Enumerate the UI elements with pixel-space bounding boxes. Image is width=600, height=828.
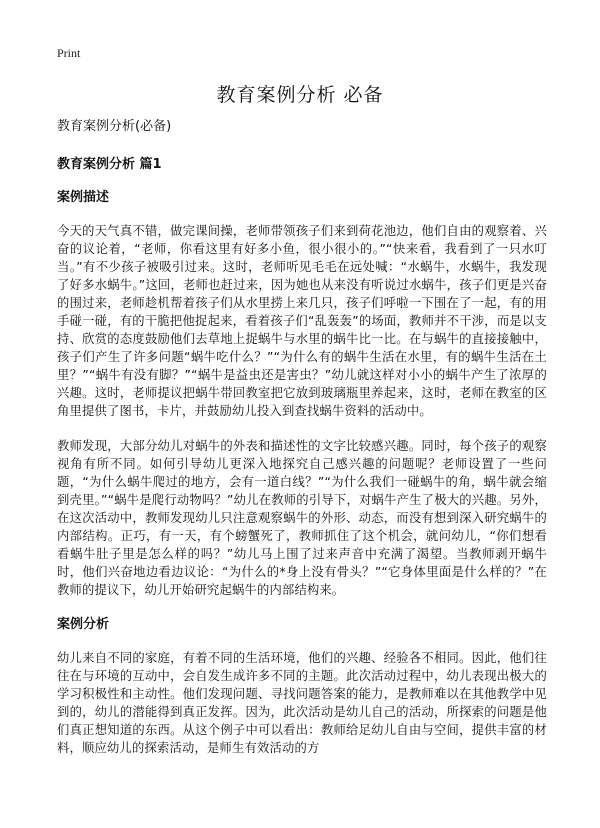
page-title: 教育案例分析 必备 bbox=[216, 84, 384, 106]
section-heading-description: 案例描述 bbox=[57, 190, 110, 205]
document-body bbox=[57, 118, 547, 774]
paragraph: 幼儿来自不同的家庭，有着不同的生活环境，他们的兴趣、经验各不相同。因此，他们往往在与环境的互动中，会自发生成许多不同的主题。此次活动过程中，幼儿表现出极大的学习积极性和主动性。他们发现问题、寻找问题答案的能力，是教师难以在其他教学中见到的，幼儿的潜能得到真正发挥。因为，此次活动是幼儿自己的活动，所探索的问题是他们真正想知道的东西。从这个例子中可以看出：教师给足幼儿自由与空间，提供丰富的材料，顺应幼儿的探索活动，是师生有效活动的方 bbox=[57, 651, 547, 755]
section-heading-analysis: 案例分析 bbox=[57, 617, 110, 632]
print-link[interactable]: Print bbox=[57, 46, 81, 60]
paragraph: 教师发现，大部分幼儿对蜗牛的外表和描述性的文字比较感兴趣。同时，每个孩子的观察视角有所不同。如何引导幼儿更深入地探究自己感兴趣的问题呢？老师设置了一些问题，“为什么蜗牛爬过的地方，会有一道白线？”“为什么我们一碰蜗牛的角，蜗牛就会缩到壳里。”“蜗牛是爬行动物吗？”幼儿在教师的引导下，对蜗牛产生了极大的兴趣。另外，在这次活动中，教师发现幼儿只注意观察蜗牛的外形、动态，而没有想到深入研究蜗牛的内部结构。正巧，有一天，有个螃蟹死了，教师抓住了这个机会，就问幼儿，“你们想看看蜗牛肚子里是怎么样的吗？”幼儿马上围了过来声音中充满了渴望。当教师剥开蜗牛时，他们兴奋地边看边议论：“为什么的*身上没有骨头？”“它身体里面是什么样的？”在教师的提议下，幼儿开始研究起蜗牛的内部结构来。 bbox=[57, 439, 547, 597]
article-heading: 教育案例分析 篇1 bbox=[57, 157, 162, 172]
paragraph: 今天的天气真不错，做完课间操，老师带领孩子们来到荷花池边，他们自由的观察着、兴奋的议论着，“老师，你看这里有好多小鱼，很小很小的。”“快来看，我看到了一只水叮当。”有不少孩子被吸引过来。这时，老师听见毛毛在远处喊：“水蜗牛，水蜗牛，我发现了好多水蜗牛。”这回，老师也赶过来，因为她也从来没有听说过水蜗牛，孩子们更是兴奋的围过来，老师趁机帮着孩子们从水里捞上来几只，孩子们呼啦一下围在了一起，有的用手碰一碰，有的干脆把他捉起来，看着孩子们“乱轰轰”的场面，教师并不干涉，而是以支持、欣赏的态度鼓励他们去草地上捉蜗牛与水里的蜗牛比一比。在与蜗牛的直接接触中，孩子们产生了许多问题“蜗牛吃什么？”“为什么有的蜗牛生活在水里，有的蜗牛生活在土里？”“蜗牛有没有脚？”“蜗牛是益虫还是害虫？”幼儿就这样对小小的蜗牛产生了浓厚的兴趣。这时，老师提议把蜗牛带回教室把它放到玻璃瓶里养起来，这时，老师在教室的区角里提供了图书，卡片，并鼓励幼儿投入到查找蜗牛资料的活动中。 bbox=[57, 224, 547, 418]
document-subtitle: 教育案例分析(必备) bbox=[57, 119, 172, 134]
